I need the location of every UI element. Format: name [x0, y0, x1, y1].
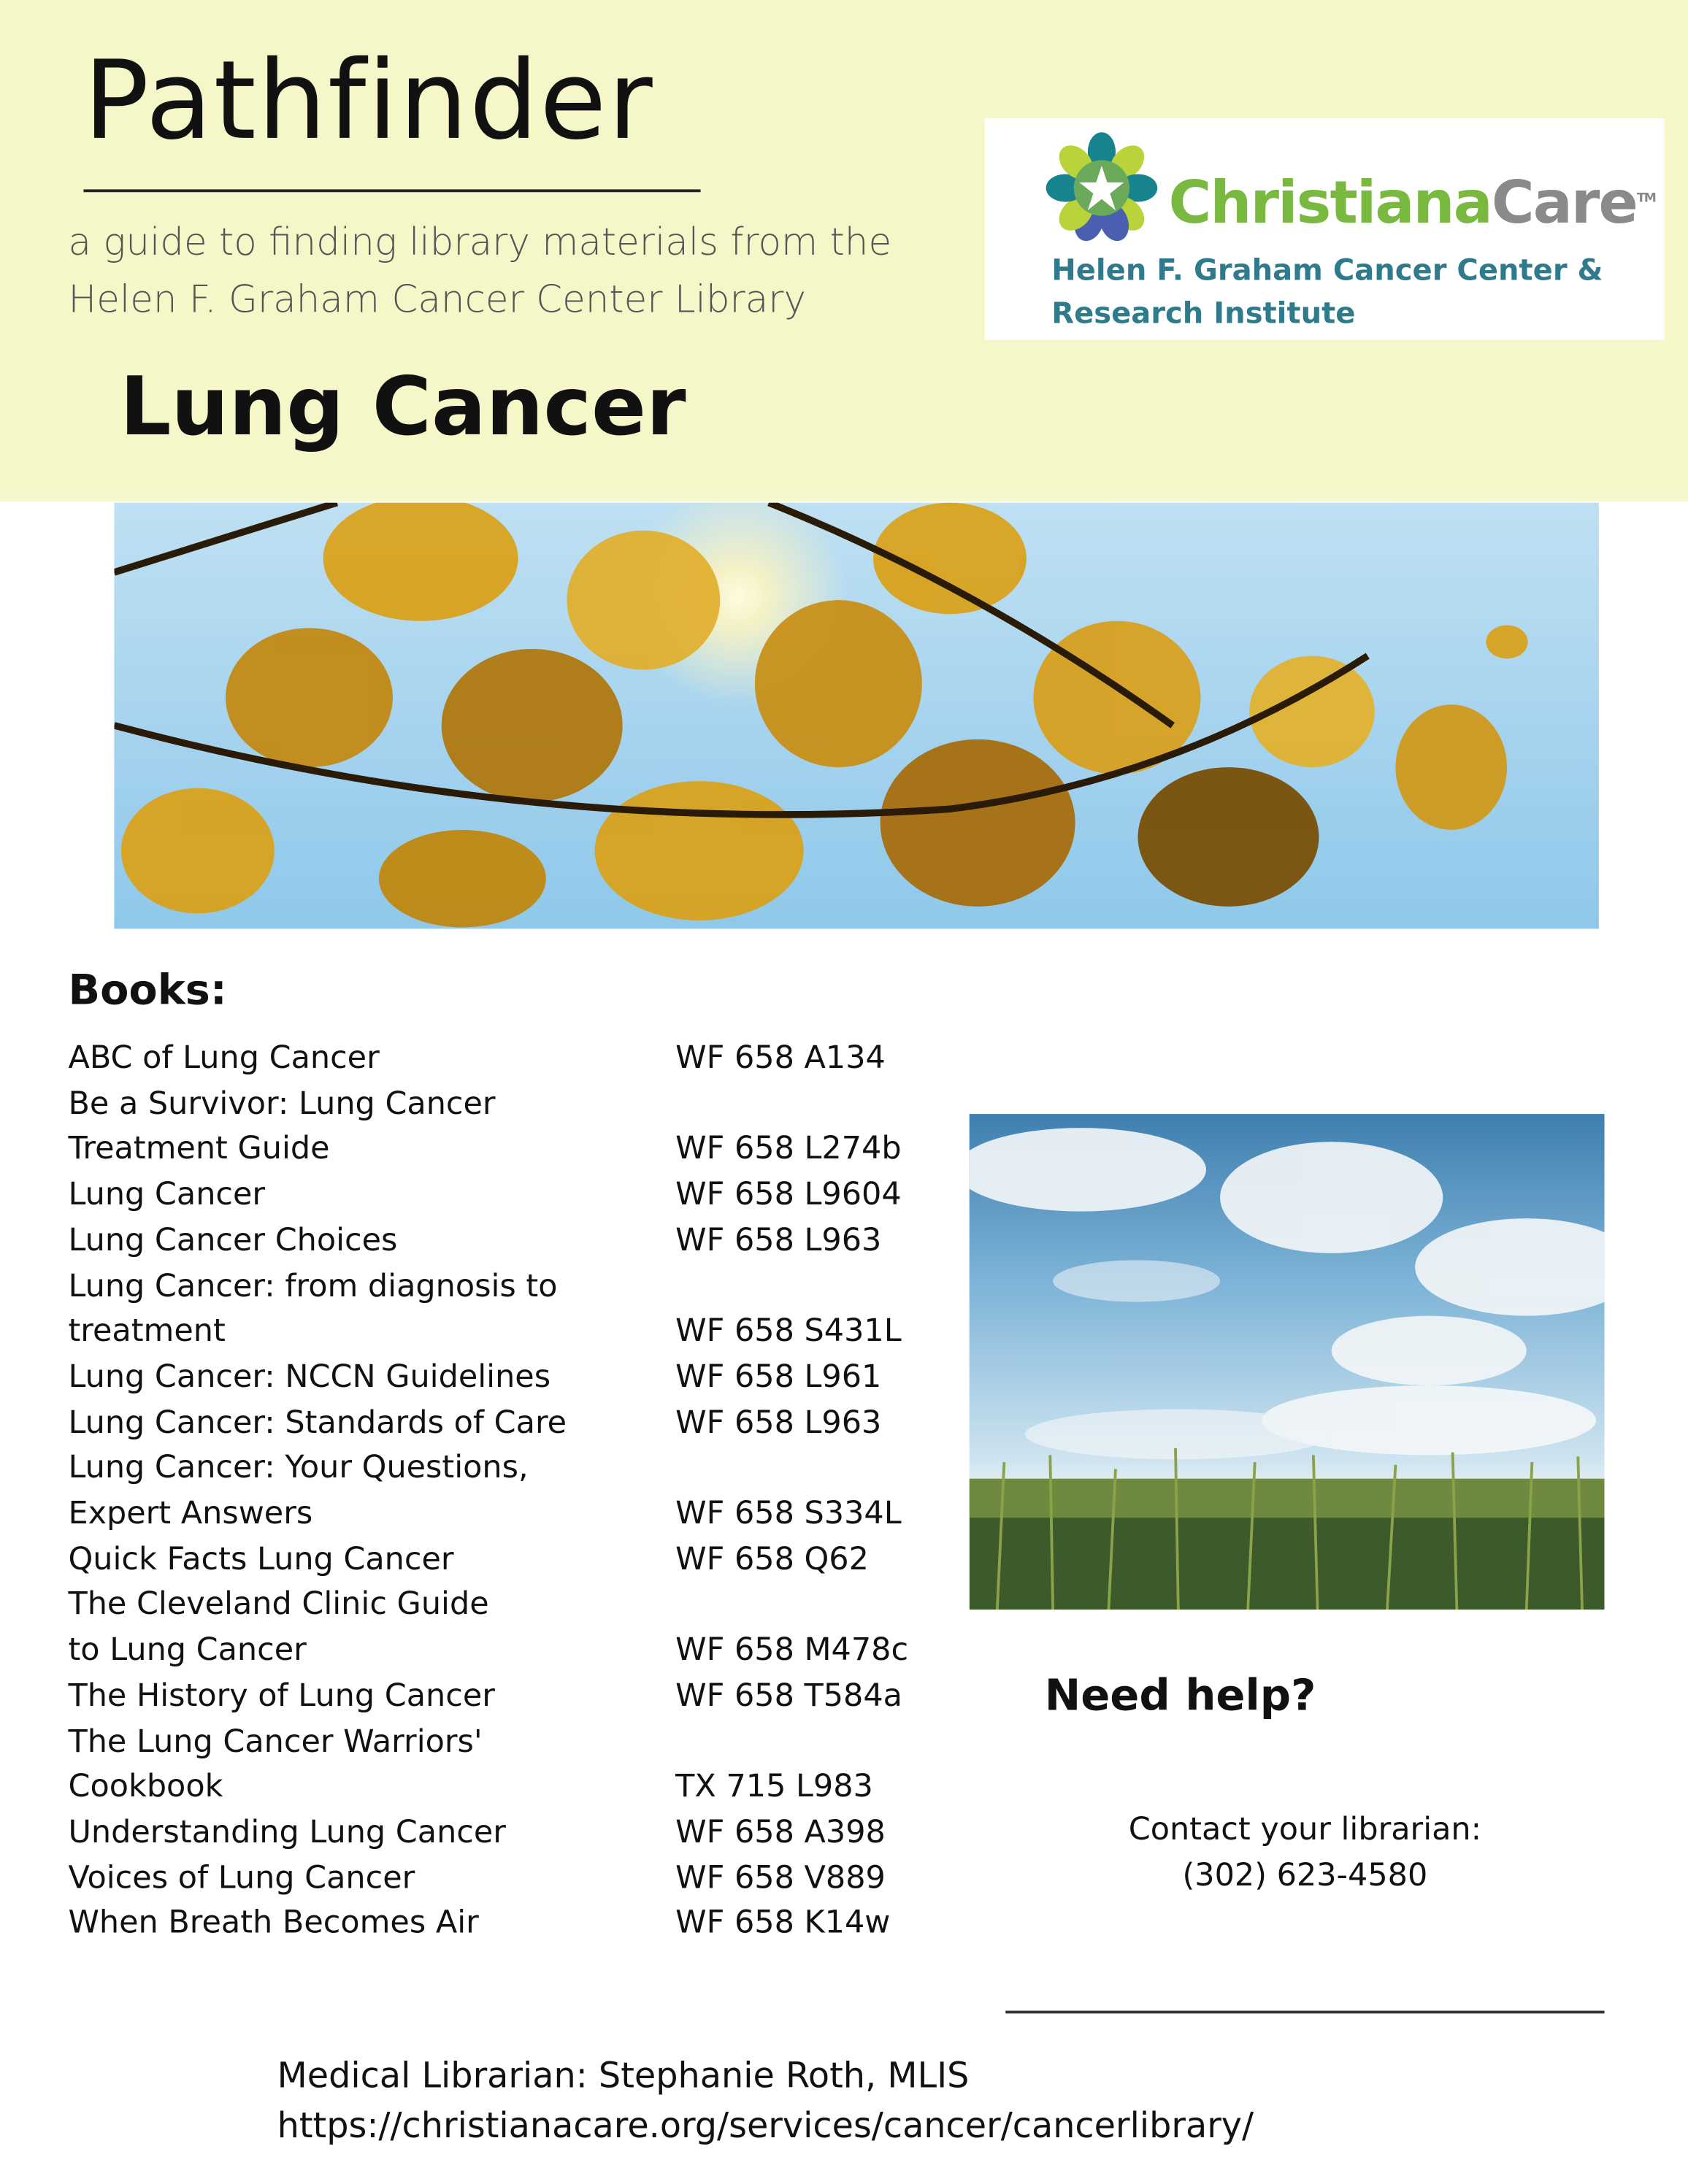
title-divider — [83, 189, 700, 192]
book-title: Lung Cancer: from diagnosis to — [68, 1267, 558, 1304]
call-number: WF 658 V889 — [675, 1859, 886, 1896]
book-row — [68, 1496, 959, 1542]
logo-subtitle-2: Research Institute — [1051, 296, 1356, 331]
topic-heading: Lung Cancer — [120, 359, 686, 454]
call-number: WF 658 S334L — [675, 1495, 902, 1532]
book-title: Lung Cancer: Standards of Care — [68, 1404, 567, 1441]
book-row — [68, 1450, 959, 1496]
book-row — [68, 1814, 959, 1860]
book-title: The Lung Cancer Warriors' — [68, 1723, 483, 1760]
book-title: ABC of Lung Cancer — [68, 1039, 380, 1077]
page-title: Pathfinder — [83, 39, 654, 165]
ginkgo-leaves-image — [114, 503, 1599, 929]
call-number: WF 658 S431L — [675, 1313, 902, 1350]
logo-trademark: TM — [1636, 192, 1655, 207]
book-row — [68, 1359, 959, 1405]
book-title: Quick Facts Lung Cancer — [68, 1541, 454, 1577]
call-number: WF 658 L963 — [675, 1404, 882, 1441]
logo-subtitle-1: Helen F. Graham Cancer Center & — [1051, 253, 1603, 287]
book-row — [68, 1723, 959, 1769]
librarian-phone[interactable]: (302) 623-4580 — [1182, 1857, 1428, 1894]
call-number: WF 658 T584a — [675, 1677, 902, 1714]
call-number: WF 658 K14w — [675, 1905, 891, 1942]
subtitle-line-2: Helen F. Graham Cancer Center Library — [68, 278, 806, 322]
book-title: Lung Cancer — [68, 1177, 266, 1213]
logo-name-part1: Christiana — [1168, 168, 1492, 237]
book-row — [68, 1404, 959, 1450]
book-row — [68, 1222, 959, 1268]
call-number: WF 658 L963 — [675, 1222, 882, 1259]
book-title: to Lung Cancer — [68, 1631, 307, 1669]
logo-name-part2: Care — [1491, 168, 1637, 237]
book-title: Treatment Guide — [68, 1131, 330, 1168]
book-title: Expert Answers — [68, 1495, 313, 1532]
call-number: WF 658 A398 — [675, 1814, 886, 1850]
book-title: Understanding Lung Cancer — [68, 1814, 506, 1850]
book-row — [68, 1268, 959, 1314]
book-title: When Breath Becomes Air — [68, 1905, 479, 1942]
library-url-link[interactable]: https://christianacare.org/services/cancer/cancerlibrary/ — [277, 2105, 1254, 2146]
book-row — [68, 1177, 959, 1223]
subtitle-line-1: a guide to finding library materials from the — [68, 221, 892, 265]
books-heading: Books: — [68, 966, 227, 1015]
book-row — [68, 1131, 959, 1177]
book-row — [68, 1313, 959, 1359]
call-number: WF 658 L9604 — [675, 1177, 902, 1213]
book-row — [68, 1905, 959, 1951]
sky-field-photo — [970, 1114, 1605, 1610]
book-title: treatment — [68, 1313, 226, 1350]
book-row — [68, 1040, 959, 1086]
call-number: WF 658 L961 — [675, 1358, 882, 1396]
book-title: Voices of Lung Cancer — [68, 1859, 415, 1896]
book-row — [68, 1632, 959, 1678]
ginkgo-leaves-photo — [114, 503, 1599, 929]
call-number: WF 658 L274b — [675, 1131, 902, 1168]
sky-field-image — [970, 1114, 1605, 1610]
call-number: TX 715 L983 — [675, 1769, 873, 1805]
book-row — [68, 1587, 959, 1633]
contact-label: Contact your librarian: — [1128, 1811, 1482, 1848]
need-help-heading: Need help? — [1044, 1671, 1316, 1721]
call-number: WF 658 Q62 — [675, 1541, 869, 1577]
call-number: WF 658 A134 — [675, 1039, 886, 1077]
book-title: Lung Cancer Choices — [68, 1222, 398, 1259]
book-row — [68, 1860, 959, 1906]
book-title: Lung Cancer: NCCN Guidelines — [68, 1358, 551, 1396]
logo-wordmark — [1168, 169, 1654, 237]
call-number: WF 658 M478c — [675, 1631, 909, 1669]
book-title: Lung Cancer: Your Questions, — [68, 1450, 529, 1486]
book-title: The Cleveland Clinic Guide — [68, 1586, 489, 1623]
flower-logo-icon — [1043, 129, 1160, 246]
book-title: Cookbook — [68, 1769, 223, 1805]
book-row — [68, 1769, 959, 1815]
librarian-name: Medical Librarian: Stephanie Roth, MLIS — [277, 2055, 970, 2096]
book-row — [68, 1677, 959, 1723]
book-row — [68, 1085, 959, 1131]
christianacare-logo — [985, 118, 1665, 339]
book-row — [68, 1541, 959, 1587]
footer-divider — [1005, 2011, 1604, 2014]
book-title: The History of Lung Cancer — [68, 1677, 495, 1714]
book-title: Be a Survivor: Lung Cancer — [68, 1085, 496, 1122]
